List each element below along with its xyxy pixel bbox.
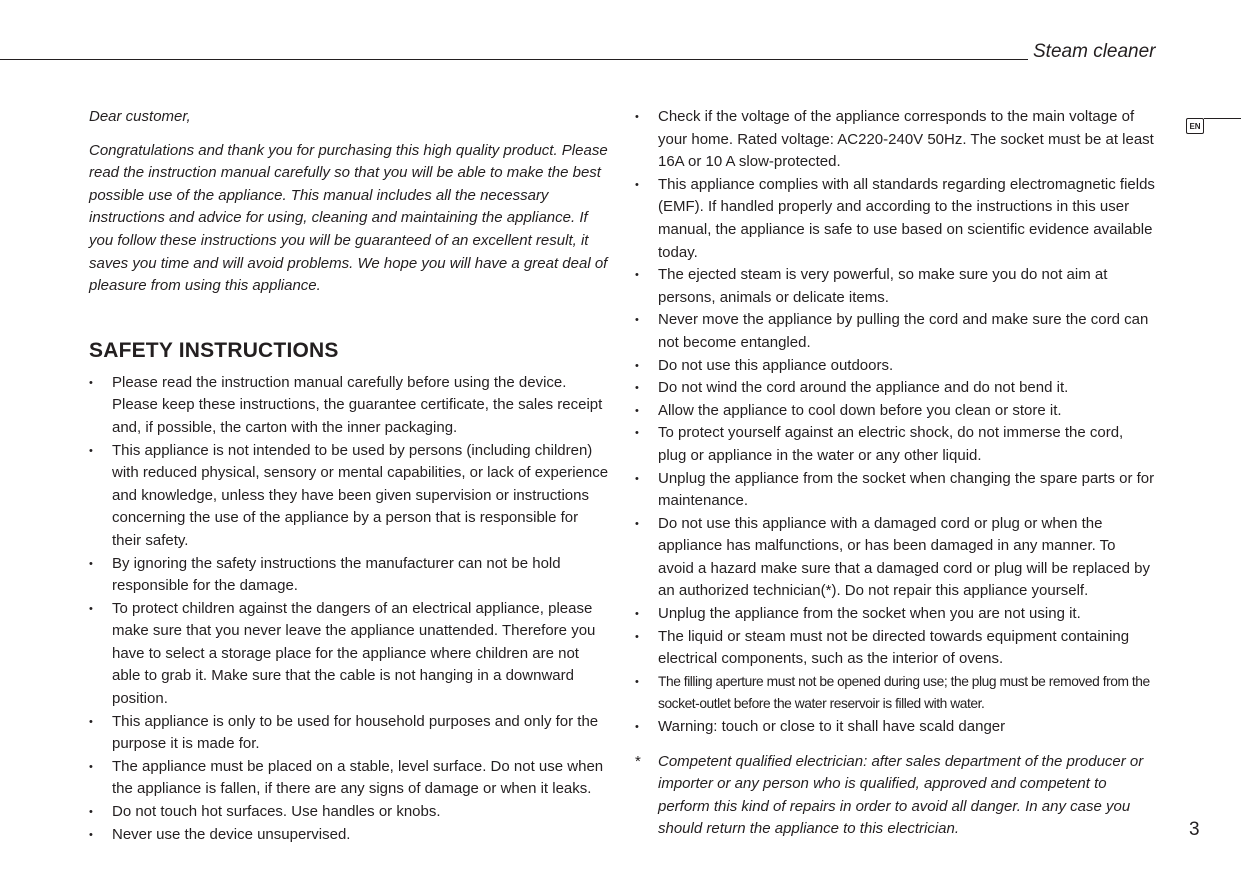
- list-item: • This appliance is only to be used for household purposes and only for the purpose it is made for.: [89, 711, 609, 756]
- intro-section: [89, 106, 609, 298]
- safety-list-right: [635, 106, 1155, 739]
- list-item: • By ignoring the safety instructions the manufacturer can not be hold responsible for the damage.: [89, 553, 609, 598]
- footnote-mark: *: [635, 752, 641, 770]
- language-badge: EN: [1186, 118, 1204, 134]
- header-rule: [0, 59, 1028, 60]
- list-item: • Unplug the appliance from the socket when you are not using it.: [635, 603, 1155, 626]
- list-item: • Do not wind the cord around the appliance and do not bend it.: [635, 377, 1155, 400]
- list-item: • This appliance complies with all standards regarding electromagnetic fields (EMF). If handled properly and according to the instructions in this user manual, the appliance is safe to use based on scientific evidence available today.: [635, 174, 1155, 264]
- list-item: • Check if the voltage of the appliance corresponds to the main voltage of your home. Rated voltage: AC220-240V 50Hz. The socket must be at least 16A or 10 A slow-protected.: [635, 106, 1155, 174]
- list-item: • This appliance is not intended to be used by persons (including children) with reduced physical, sensory or mental capabilities, or lack of experience and knowledge, unless they have been given supervision or instructions concerning the use of the appliance by a person that is responsible for their safety.: [89, 440, 609, 553]
- list-item: • Allow the appliance to cool down before you clean or store it.: [635, 400, 1155, 423]
- footnote: [635, 751, 1155, 841]
- right-column: [635, 106, 1155, 841]
- safety-list-left: [89, 372, 609, 846]
- list-item: • The appliance must be placed on a stable, level surface. Do not use when the appliance is fallen, if there are any signs of damage or when it leaks.: [89, 756, 609, 801]
- list-item: • Never move the appliance by pulling the cord and make sure the cord can not become entangled.: [635, 309, 1155, 354]
- list-item: • The liquid or steam must not be directed towards equipment containing electrical components, such as the interior of ovens.: [635, 626, 1155, 671]
- salutation: Dear customer,: [89, 108, 191, 125]
- list-item: • Never use the device unsupervised.: [89, 824, 609, 847]
- list-item: • To protect children against the dangers of an electrical appliance, please make sure that you never leave the appliance unattended. Therefore you have to select a storage place for the appliance where children are not able to grab it. Make sure that the cable is not hanging in a downward position.: [89, 598, 609, 711]
- list-item: • Please read the instruction manual carefully before using the device. Please keep these instructions, the guarantee certificate, the sales receipt and, if possible, the carton with the inner packaging.: [89, 372, 609, 440]
- list-item: • Warning: touch or close to it shall have scald danger: [635, 716, 1155, 739]
- list-item: • Unplug the appliance from the socket when changing the spare parts or for maintenance.: [635, 468, 1155, 513]
- left-column: [89, 106, 609, 846]
- page-number: 3: [1189, 819, 1200, 840]
- language-rule: [1204, 118, 1241, 119]
- section-heading: SAFETY INSTRUCTIONS: [89, 338, 339, 362]
- footnote-text: Competent qualified electrician: after sales department of the producer or importer or any person who is qualified, approved and competent to perform this kind of repairs in order to avoid all danger. In any case you should return the appliance to this electrician.: [658, 752, 1144, 838]
- list-item: • Do not touch hot surfaces. Use handles or knobs.: [89, 801, 609, 824]
- list-item: • To protect yourself against an electric shock, do not immerse the cord, plug or appliance in the water or any other liquid.: [635, 422, 1155, 467]
- list-item: • Do not use this appliance outdoors.: [635, 355, 1155, 378]
- intro-paragraph: Congratulations and thank you for purchasing this high quality product. Please read the instruction manual carefully so that you will be able to make the best possible use of the appliance. This manual includes all the necessary instructions and advice for using, cleaning and maintaining the appliance. If you follow these instructions you will be guaranteed of an excellent result, it saves you time and will avoid problems. We hope you will have a great deal of pleasure from using this appliance.: [89, 141, 608, 295]
- list-item: • Do not use this appliance with a damaged cord or plug or when the appliance has malfunctions, or has been damaged in any manner. To avoid a hazard make sure that a damaged cord or plug will be replaced by an authorized technician(*). Do not repair this appliance yourself.: [635, 513, 1155, 603]
- document-title: Steam cleaner: [1033, 41, 1156, 62]
- list-item: • The filling aperture must not be opened during use; the plug must be removed from the socket-outlet before the water reservoir is filled with water.: [635, 671, 1155, 716]
- list-item: • The ejected steam is very powerful, so make sure you do not aim at persons, animals or delicate items.: [635, 264, 1155, 309]
